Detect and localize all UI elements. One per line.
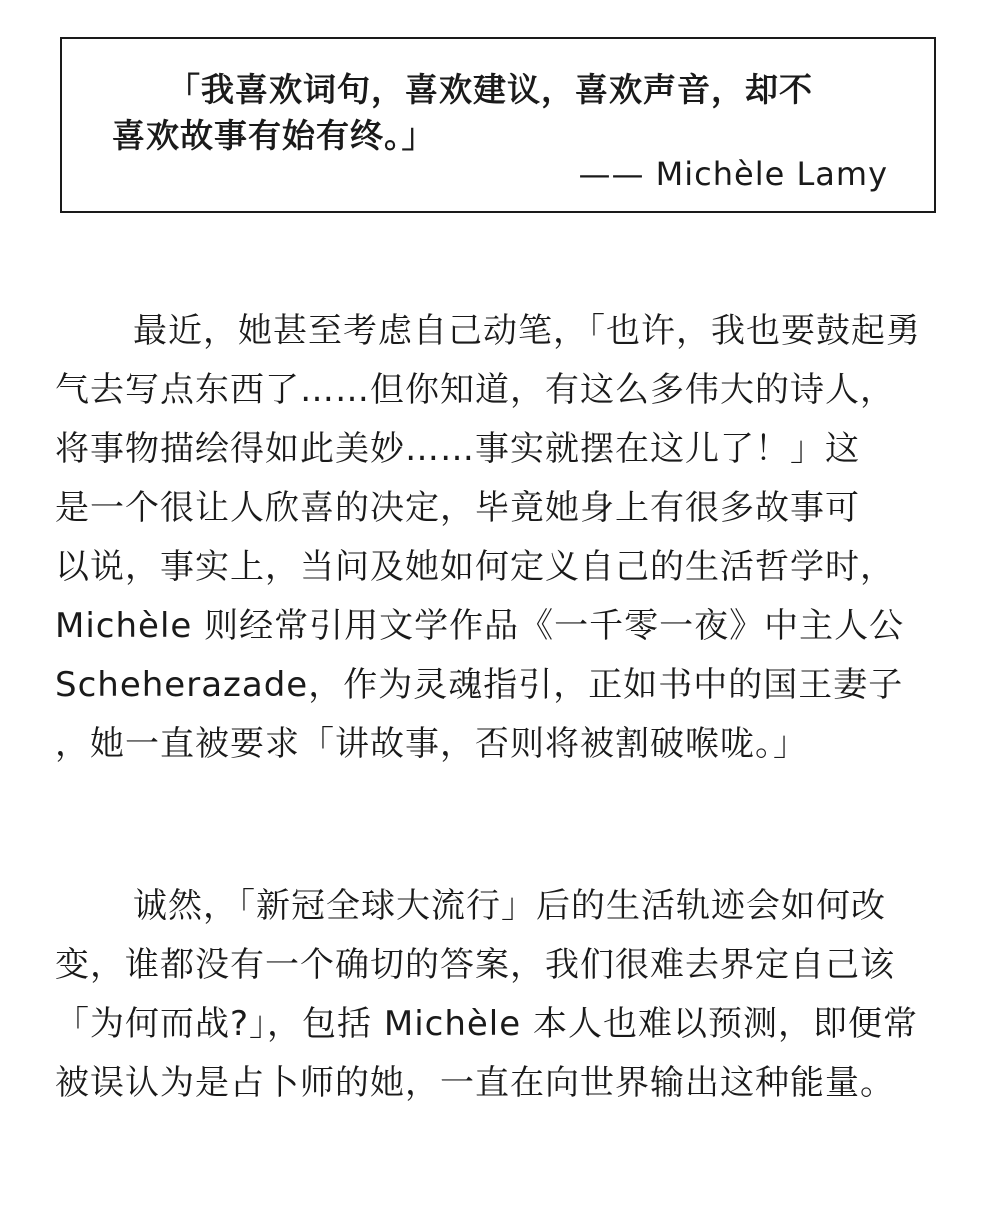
quote-line: 「我喜欢词句，喜欢建议，喜欢声音，却不 — [167, 70, 813, 109]
paragraph-line: Michèle 则经常引用文学作品《一千零一夜》中主人公 — [55, 606, 905, 646]
quote-line: 喜欢故事有始有终。」 — [112, 116, 436, 155]
paragraph-line: Scheherazade，作为灵魂指引，正如书中的国王妻子 — [55, 665, 904, 705]
quote-text — [112, 67, 902, 159]
paragraph-line: ，她一直被要求「讲故事，否则将被割破喉咙。」 — [55, 724, 808, 764]
paragraph-line: 将事物描绘得如此美妙……事实就摆在这儿了！」这 — [55, 429, 860, 469]
paragraph-line: 被误认为是占卜师的她，一直在向世界输出这种能量。 — [55, 1063, 895, 1103]
quote-box — [60, 37, 936, 213]
paragraph-line: 最近，她甚至考虑自己动笔，「也许，我也要鼓起勇 — [133, 311, 921, 351]
paragraph-line: 变，谁都没有一个确切的答案，我们很难去界定自己该 — [55, 945, 895, 985]
paragraph-line: 「为何而战?」，包括 Michèle 本人也难以预测，即便常 — [55, 1004, 918, 1044]
body-paragraph — [55, 302, 950, 774]
paragraph-line: 气去写点东西了……但你知道，有这么多伟大的诗人， — [55, 370, 895, 410]
body-paragraph — [55, 877, 950, 1113]
quote-attribution: —— Michèle Lamy — [578, 155, 888, 193]
paragraph-line: 以说，事实上，当问及她如何定义自己的生活哲学时， — [55, 547, 895, 587]
paragraph-line: 是一个很让人欣喜的决定，毕竟她身上有很多故事可 — [55, 488, 860, 528]
paragraph-line: 诚然，「新冠全球大流行」后的生活轨迹会如何改 — [133, 886, 886, 926]
